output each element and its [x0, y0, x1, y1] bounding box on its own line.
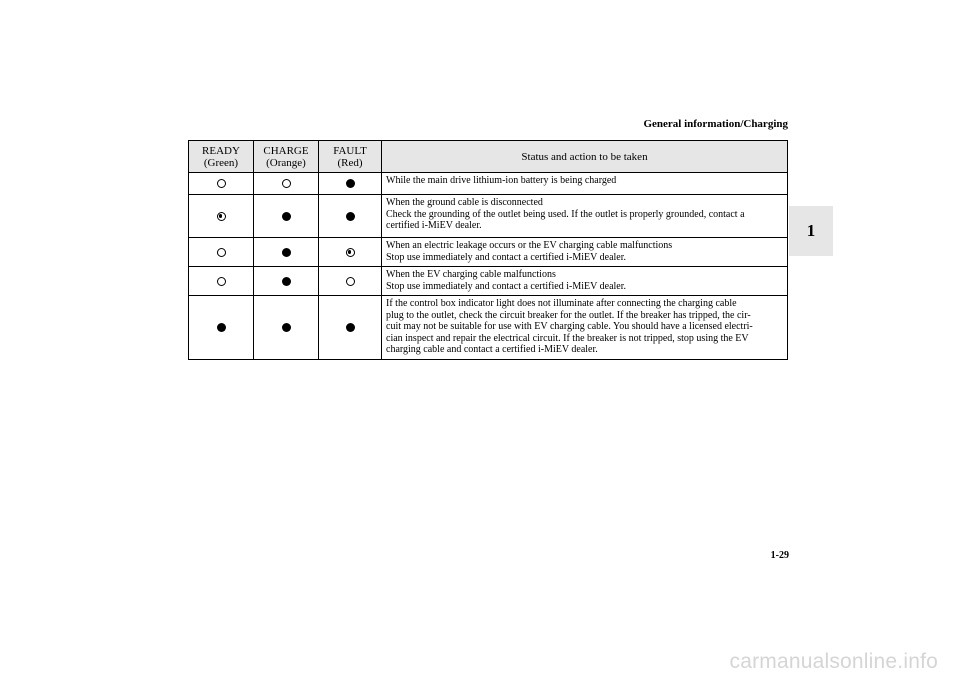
on-icon — [346, 179, 355, 188]
page-number: 1-29 — [770, 550, 789, 561]
charge-indicator-cell — [254, 267, 319, 296]
status-description: If the control box indicator light does not illuminate after connecting the charging cable plug to the outlet, check the circuit breaker for the outlet. If the breaker has tripped, the cir- cuit may not be suitable for use with EV charging cable. You should have a licensed electri- cian inspect and repair the electrical circuit. If the breaker is not tripped, stop using the EV charging cable and contact a certified i-MiEV dealer. — [382, 296, 788, 360]
fault-indicator-cell — [319, 173, 382, 195]
page-header-title: General information/Charging — [643, 118, 788, 130]
on-icon — [217, 323, 226, 332]
ready-indicator-cell — [189, 238, 254, 267]
charge-indicator-cell — [254, 173, 319, 195]
charge-indicator-cell — [254, 238, 319, 267]
on-icon — [282, 323, 291, 332]
ready-indicator-cell — [189, 296, 254, 360]
fault-indicator-cell — [319, 296, 382, 360]
status-description: When the EV charging cable malfunctions Stop use immediately and contact a certified i-MiEV dealer. — [382, 267, 788, 296]
column-header-ready: READY (Green) — [189, 141, 254, 173]
on-icon — [282, 248, 291, 257]
off-icon — [346, 277, 355, 286]
on-icon — [282, 212, 291, 221]
table-row — [189, 296, 788, 360]
table-row — [189, 173, 788, 195]
ready-indicator-cell — [189, 267, 254, 296]
on-icon — [346, 323, 355, 332]
on-icon — [346, 212, 355, 221]
off-icon — [217, 277, 226, 286]
table-row — [189, 195, 788, 238]
chapter-number: 1 — [806, 221, 816, 240]
column-header-status: Status and action to be taken — [382, 141, 788, 173]
status-description: While the main drive lithium-ion battery is being charged — [382, 173, 788, 195]
indicator-status-table — [188, 140, 788, 360]
watermark-text: carmanualsonline.info — [729, 650, 938, 673]
charge-indicator-cell — [254, 195, 319, 238]
off-icon — [217, 248, 226, 257]
status-description: When an electric leakage occurs or the EV charging cable malfunctions Stop use immediately and contact a certified i-MiEV dealer. — [382, 238, 788, 267]
column-header-fault: FAULT (Red) — [319, 141, 382, 173]
column-header-charge: CHARGE (Orange) — [254, 141, 319, 173]
blink-icon — [217, 212, 226, 221]
off-icon — [217, 179, 226, 188]
table-row — [189, 238, 788, 267]
blink-icon — [346, 248, 355, 257]
fault-indicator-cell — [319, 238, 382, 267]
fault-indicator-cell — [319, 267, 382, 296]
charge-indicator-cell — [254, 296, 319, 360]
off-icon — [282, 179, 291, 188]
on-icon — [282, 277, 291, 286]
ready-indicator-cell — [189, 173, 254, 195]
table-header-row — [189, 141, 788, 173]
chapter-tab — [789, 206, 833, 256]
table-row — [189, 267, 788, 296]
ready-indicator-cell — [189, 195, 254, 238]
fault-indicator-cell — [319, 195, 382, 238]
status-description: When the ground cable is disconnected Check the grounding of the outlet being used. If the outlet is properly grounded, contact a certified i-MiEV dealer. — [382, 195, 788, 238]
